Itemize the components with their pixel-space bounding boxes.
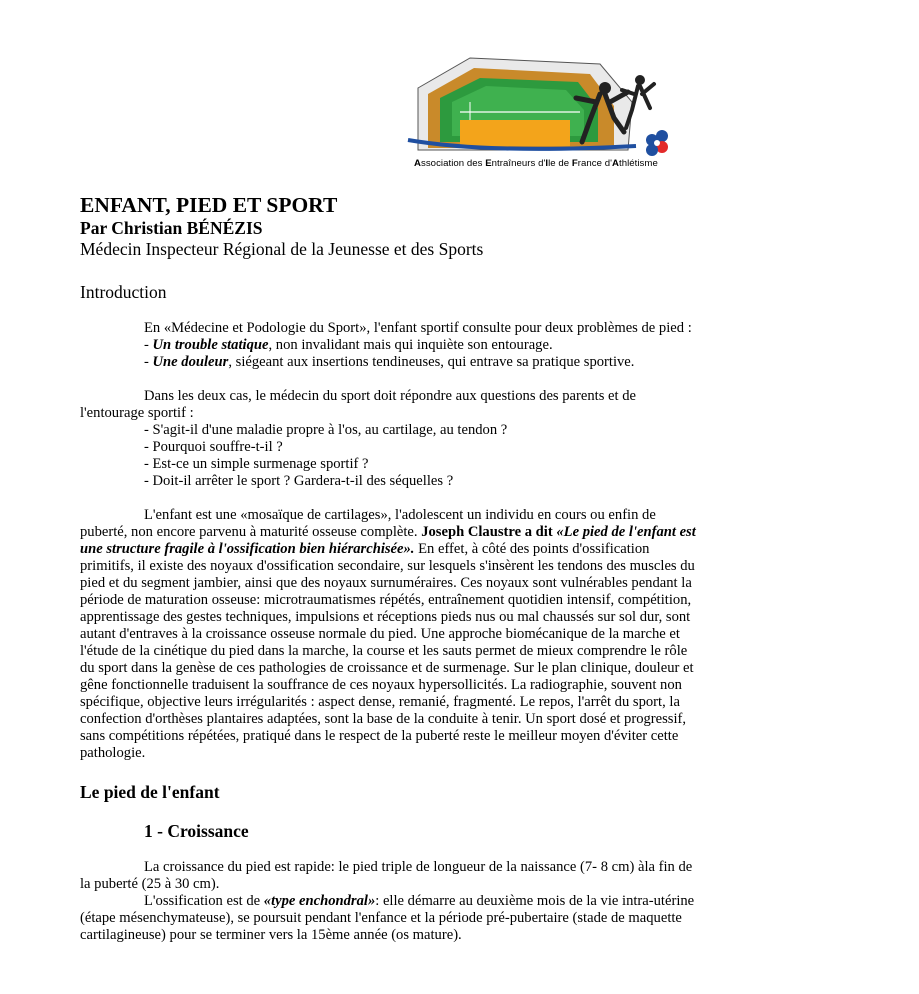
body-paragraph: L'enfant est une «mosaïque de cartilages», l'adolescent un individu en cours ou enfin de puberté, non encore parvenu à maturité osseuse complète. Joseph Claustre a dit «Le pied de l'enfant est une structure fragile à l'ossification bien hiérarchisée». En effet, à côté des points d'ossification primitifs, il existe des noyaux d'ossification secondaire, sur lesquels s'insèrent les tendons des muscles du pied et du segment jambier, ainsi que des noyaux surnuméraires. Ces noyaux sont vulnérables pendant la période de maturation osseuse: microtraumatismes répétés, entraînement quotidien intensif, compétition, apprentissage des gestes techniques, impulsions et réceptions pieds nus ou mal chaussés sur sol dur, sont autant d'entraves à la croissance osseuse normale du pied. Une approche biomécanique de la marche et l'étude de la cinétique du pied dans la marche, la course et les sauts permet de mieux comprendre le rôle du sport dans la genèse de ces pathologies de croissance et de surmenage. Sur le plan clinique, douleur et gêne fonctionnelle traduisent la souffrance de ces noyaux hypersollicités. La radiographie, souvent non spécifique, objective leurs irrégularités : aspect dense, remanié, fragmenté. Le repos, l'arrêt du sport, la confection d'orthèses plantaires adaptées, sont la base de la conduite à tenir. Un sport dosé et progressif, sans compétitions répétées, pratiqué dans le respect de la puberté reste le meilleur moyen d'éviter cette pathologie.	[80, 507, 696, 761]
problem-item: - Une douleur, siégeant aux insertions tendineuses, qui entrave sa pratique sportive.	[144, 354, 635, 370]
association-name: Association des Entraîneurs d'Ile de France d'Athlétisme	[414, 158, 658, 169]
intro-paragraph: Dans les deux cas, le médecin du sport doit répondre aux questions des parents et de l'entourage sportif :	[80, 388, 636, 421]
intro-paragraph: En «Médecine et Podologie du Sport», l'enfant sportif consulte pour deux problèmes de pied :	[144, 320, 692, 336]
question-item: - Doit-il arrêter le sport ? Gardera-t-il des séquelles ?	[144, 473, 454, 489]
aeifa-logo	[400, 50, 919, 193]
body-paragraph: La croissance du pied est rapide: le pied triple de longueur de la naissance (7- 8 cm) àla fin de la puberté (25 à 30 cm).	[80, 859, 693, 892]
question-item: - Est-ce un simple surmenage sportif ?	[144, 456, 369, 472]
logo-text: AEIFA	[876, 178, 919, 193]
author-role: Médecin Inspecteur Régional de la Jeunesse et des Sports	[80, 239, 484, 259]
section-heading: Le pied de l'enfant	[80, 782, 220, 802]
stadium-illustration-icon	[400, 50, 685, 160]
article-body	[80, 192, 700, 944]
question-item: - S'agit-il d'une maladie propre à l'os, au cartilage, au tendon ?	[144, 422, 508, 438]
intro-heading: Introduction	[80, 282, 167, 302]
body-paragraph: L'ossification est de «type enchondral»: elle démarre au deuxième mois de la vie intra-utérine (étape mésenchymateuse), se poursuit pendant l'enfance et la période pré-pubertaire (stade de maquette cartilagineuse) pour se terminer vers la 15ème année (os mature).	[80, 893, 695, 943]
article-title: ENFANT, PIED ET SPORT	[80, 193, 338, 217]
subsection-heading: 1 - Croissance	[144, 821, 249, 841]
question-item: - Pourquoi souffre-t-il ?	[144, 439, 283, 455]
article-author: Par Christian BÉNÉZIS	[80, 218, 263, 238]
problem-item: - Un trouble statique, non invalidant mais qui inquiète son entourage.	[144, 337, 553, 353]
